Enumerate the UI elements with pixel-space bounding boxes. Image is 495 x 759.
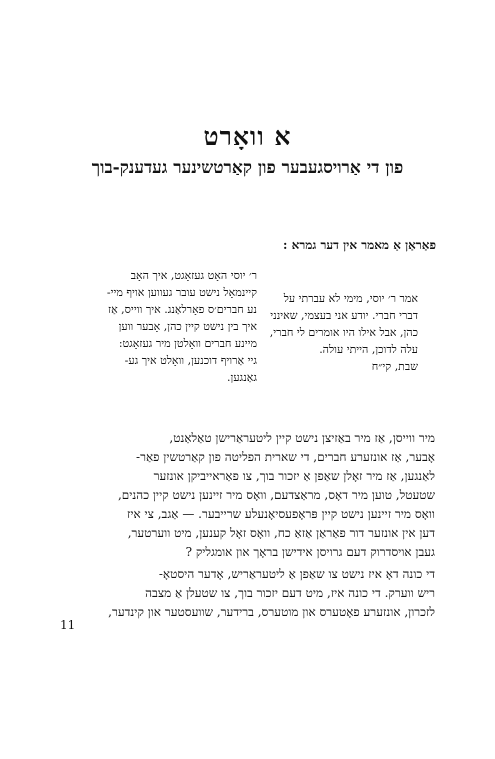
- paragraph-1: [60, 429, 435, 562]
- section-title: פאַראַן אַ מאמר אין דער גמרא :: [283, 238, 436, 252]
- translation-line: ר׳ יוסי האָט געזאָגט, איך האָב: [130, 269, 257, 282]
- paragraph-line: אָבער, אַז אונזערע חברים, די שארית הפליטה פון קאַרטשין פאַר-: [136, 450, 435, 464]
- page-subheading: פון די אַרויסגעבער פון קאַרטשינער געדענק-בוך: [91, 158, 404, 178]
- translation-line: נע חברים׳ס פאָרלאַנג. איך ווייס, אַז: [108, 303, 257, 316]
- paragraph-line: דען אין אונזער דור פאַראַן אַזאַ כח, וואָס זאָל קענען, מיט ווערטער,: [127, 526, 435, 540]
- hebrew-quote-line: אמר ר׳ יוסי, מימי לא עברתי על: [283, 292, 418, 305]
- page-number: 11: [60, 618, 76, 632]
- hebrew-quote-source: שבת, קי״ח: [371, 360, 418, 373]
- translation-line: קיינמאָל נישט עובר געווען אויף מיי-: [106, 286, 257, 299]
- hebrew-quote: [240, 290, 418, 375]
- paragraph-2: [60, 565, 435, 622]
- paragraph-line: ריש ווערק. די כונה איז, מיט דעם יזכור בוך, צו שטעלן אַ מצבה: [145, 586, 435, 600]
- paragraph-line: געבן אויסדרוק דעם גרויסן אידישן בראָך און אומגליק ?: [185, 545, 435, 559]
- paragraph-line: וואָס מיר זיינען נישט קיין פּראָפעסיאָנעלע שרייבער. — אַגב, צי איז: [126, 507, 435, 521]
- paragraph-line: שטעטל, טוען מיר דאָס, מראַצדעם, וואָס מיר זיינען נישט קיין כהנים,: [117, 488, 435, 502]
- hebrew-quote-line: דברי חברי. יודע אני בעצמי, שאינני: [270, 309, 418, 322]
- paragraph-line: די כונה דאָ איז נישט צו שאַפן אַ ליטעראַריש, אָדער היסטאָ-: [158, 567, 435, 581]
- hebrew-quote-line: כהן, אבל אילו היו אומרים לי חברי,: [269, 326, 418, 339]
- translation-line: מיינע חברים וואָלטן מיר געזאָגט:: [118, 337, 257, 350]
- body-text: [60, 429, 435, 622]
- hebrew-quote-line: עלה לדוכן, הייתי עולה.: [319, 343, 418, 356]
- translation-line: גיי אַרויף דוכנען, וואָלט איך גע-: [124, 354, 257, 367]
- page-heading: א וואָרט: [203, 122, 292, 151]
- paragraph-line: מיר ווייסן, אַז מיר באַזיצן נישט קיין ליטעראַרישן טאַלאַנט,: [169, 431, 435, 445]
- yiddish-translation: [77, 267, 257, 386]
- paragraph-line: לאַנגען, אַז מיר זאָלן שאַפן אַ יזכור בוך, צו פאַראייביקן אונזער: [153, 469, 435, 483]
- translation-line: איך בין נישט קיין כהן, אָבער ווען: [118, 320, 257, 333]
- paragraph-line: לזכרון, אונזערע פאָטערס און מוטערס, ברידער, שוועסטער און קינדער,: [108, 605, 435, 619]
- translation-line: גאַנגען.: [227, 371, 257, 384]
